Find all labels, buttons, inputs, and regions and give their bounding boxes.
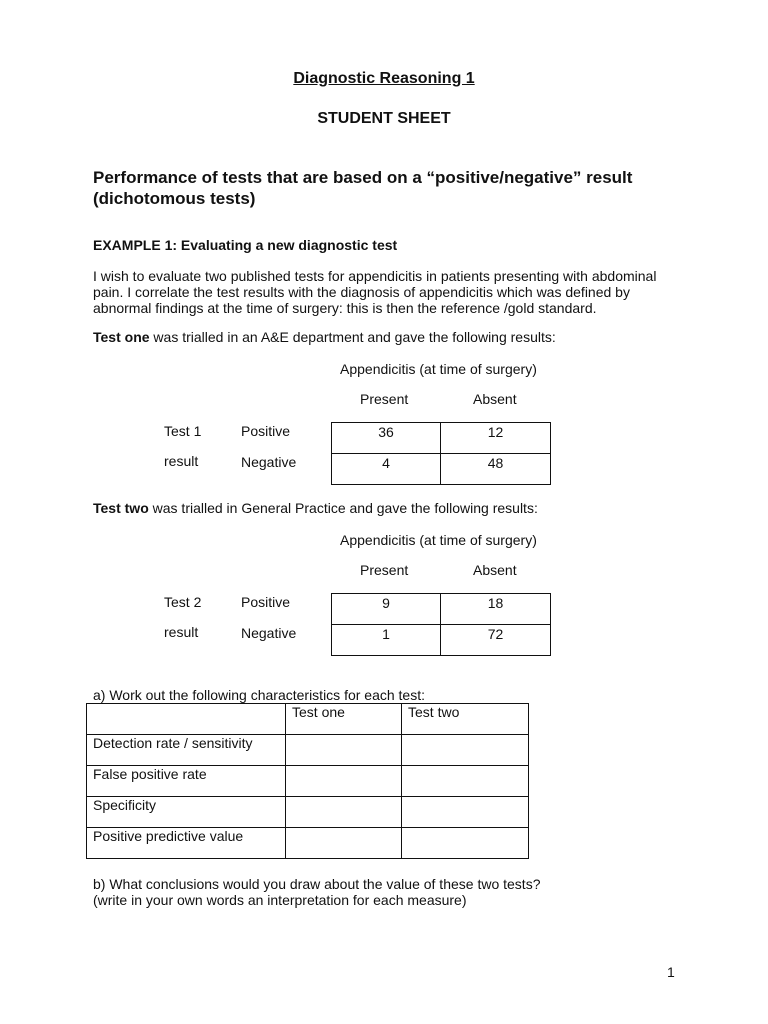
test-one-results-table xyxy=(331,422,551,485)
table-row xyxy=(332,423,551,454)
test-two-intro-bold: Test two xyxy=(93,500,149,516)
answer-cell-test-two-sensitivity[interactable] xyxy=(402,735,529,766)
page-subtitle: STUDENT SHEET xyxy=(317,110,451,127)
test-two-row-label-1: Test 2 xyxy=(164,594,202,610)
test-two-row-label-2: result xyxy=(164,624,199,640)
row-label-false-positive-rate: False positive rate xyxy=(87,766,286,797)
table-row xyxy=(332,454,551,485)
example-heading: EXAMPLE 1: Evaluating a new diagnostic test xyxy=(93,237,398,253)
table-row xyxy=(87,828,529,859)
row-label-sensitivity: Detection rate / sensitivity xyxy=(87,735,286,766)
answer-cell-test-two-false-positive-rate[interactable] xyxy=(402,766,529,797)
test-one-row-positive: Positive xyxy=(241,423,291,439)
test-one-cell-negative-absent: 48 xyxy=(441,454,551,485)
test-two-cell-positive-absent: 18 xyxy=(441,594,551,625)
header-blank-cell xyxy=(87,704,286,735)
test-two-results-table xyxy=(331,593,551,656)
test-one-row-label-2: result xyxy=(164,453,199,469)
test-one-intro xyxy=(93,329,556,345)
test-two-col-absent: Absent xyxy=(473,562,517,578)
column-header-test-two: Test two xyxy=(402,704,529,735)
test-one-row-negative: Negative xyxy=(241,454,297,470)
test-one-col-present: Present xyxy=(360,391,409,407)
column-header-test-one: Test one xyxy=(286,704,402,735)
answer-cell-test-one-specificity[interactable] xyxy=(286,797,402,828)
table-row xyxy=(87,704,529,735)
answer-cell-test-two-ppv[interactable] xyxy=(402,828,529,859)
table-row xyxy=(332,625,551,656)
page-number: 1 xyxy=(667,964,675,980)
test-two-cell-negative-absent: 72 xyxy=(441,625,551,656)
page-title: Diagnostic Reasoning 1 xyxy=(293,70,475,87)
intro-line-3: abnormal findings at the time of surgery: this is then the reference /gold standard. xyxy=(93,300,597,316)
test-two-column-group: Appendicitis (at time of surgery) xyxy=(340,532,537,548)
test-one-intro-text: was trialled in an A&E department and gave the following results: xyxy=(149,329,556,345)
answer-cell-test-two-specificity[interactable] xyxy=(402,797,529,828)
row-label-specificity: Specificity xyxy=(87,797,286,828)
table-row xyxy=(87,797,529,828)
section-heading-line-2: (dichotomous tests) xyxy=(93,189,256,208)
test-two-col-present: Present xyxy=(360,562,409,578)
table-row xyxy=(87,735,529,766)
intro-line-1: I wish to evaluate two published tests for appendicitis in patients presenting with abdominal xyxy=(93,268,657,284)
table-row xyxy=(87,766,529,797)
answer-cell-test-one-ppv[interactable] xyxy=(286,828,402,859)
answer-cell-test-one-sensitivity[interactable] xyxy=(286,735,402,766)
test-two-intro xyxy=(93,500,538,516)
table-row xyxy=(332,594,551,625)
question-b-line-2: (write in your own words an interpretation for each measure) xyxy=(93,892,467,908)
row-label-ppv: Positive predictive value xyxy=(87,828,286,859)
section-heading xyxy=(93,167,632,209)
characteristics-table xyxy=(86,703,529,859)
test-two-row-negative: Negative xyxy=(241,625,297,641)
question-a-prompt: a) Work out the following characteristics for each test: xyxy=(93,687,425,703)
test-two-intro-text: was trialled in General Practice and gave the following results: xyxy=(148,500,538,516)
section-heading-line-1: Performance of tests that are based on a “positive/negative” result xyxy=(93,168,633,187)
test-two-row-positive: Positive xyxy=(241,594,291,610)
intro-paragraph xyxy=(93,268,656,316)
test-one-cell-positive-absent: 12 xyxy=(441,423,551,454)
test-two-cell-negative-present: 1 xyxy=(332,625,441,656)
test-two-cell-positive-present: 9 xyxy=(332,594,441,625)
test-one-column-group: Appendicitis (at time of surgery) xyxy=(340,361,537,377)
question-b-line-1: b) What conclusions would you draw about the value of these two tests? xyxy=(93,876,541,892)
question-b xyxy=(93,876,540,908)
test-one-cell-positive-present: 36 xyxy=(332,423,441,454)
test-one-intro-bold: Test one xyxy=(93,329,150,345)
test-one-col-absent: Absent xyxy=(473,391,517,407)
test-one-cell-negative-present: 4 xyxy=(332,454,441,485)
intro-line-2: pain. I correlate the test results with the diagnosis of appendicitis which was defined by xyxy=(93,284,630,300)
test-one-row-label-1: Test 1 xyxy=(164,423,202,439)
answer-cell-test-one-false-positive-rate[interactable] xyxy=(286,766,402,797)
